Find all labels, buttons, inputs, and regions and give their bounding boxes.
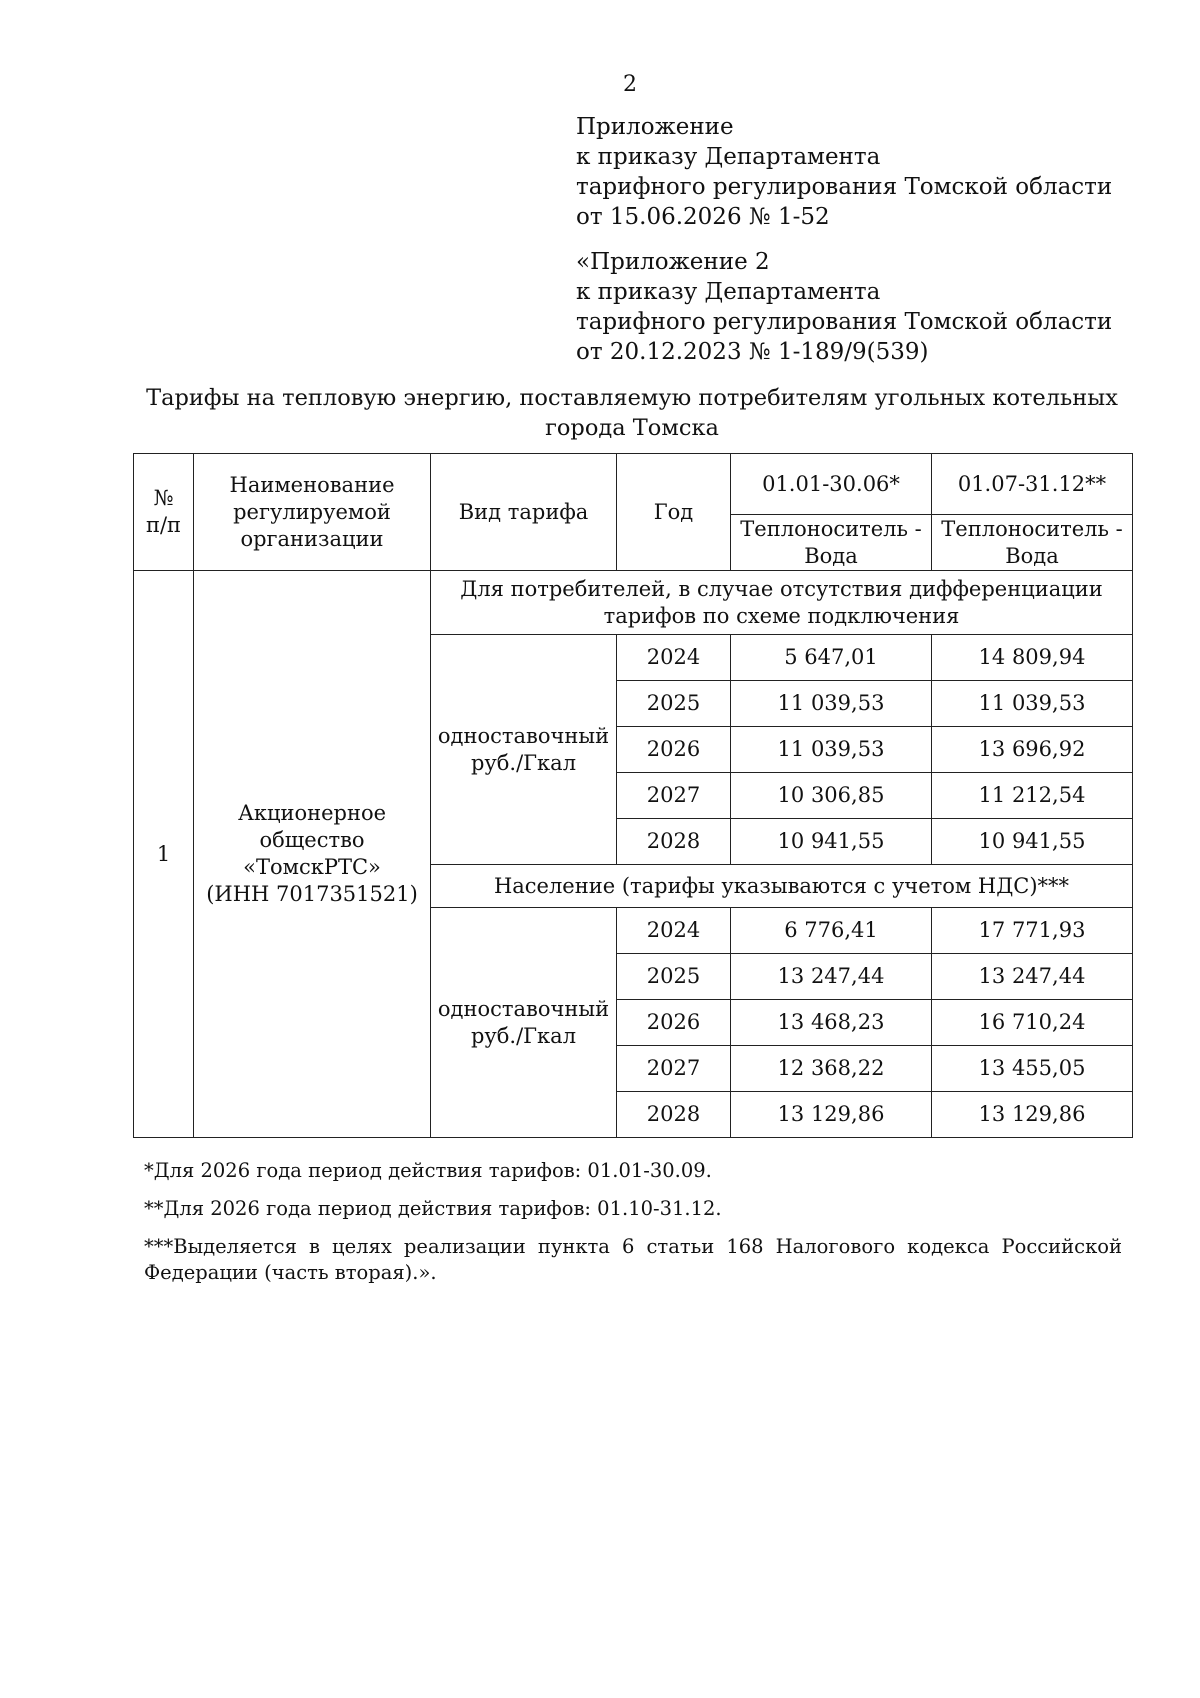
tariff-value-cell: 11 039,53	[731, 681, 932, 727]
appendix-current-line: от 15.06.2026 № 1-52	[576, 204, 830, 230]
year-cell: 2024	[617, 635, 731, 681]
section-title: Население (тарифы указываются с учетом НДС)***	[431, 865, 1133, 908]
header-period-2: 01.07-31.12**	[932, 454, 1133, 515]
appendix-current-line: Приложение	[576, 114, 734, 140]
tariff-value-cell: 13 468,23	[731, 1000, 932, 1046]
year-cell: 2026	[617, 1000, 731, 1046]
tariff-value-cell: 11 212,54	[932, 773, 1133, 819]
tariff-type-line: одноставочный	[437, 996, 610, 1021]
year-cell: 2025	[617, 954, 731, 1000]
tariff-value-cell: 5 647,01	[731, 635, 932, 681]
tariff-value-cell: 14 809,94	[932, 635, 1133, 681]
appendix-current-line: к приказу Департамента	[576, 144, 881, 170]
tariff-value-cell: 12 368,22	[731, 1046, 932, 1092]
header-tariff-type: Вид тарифа	[431, 454, 617, 571]
tariff-value-cell: 13 696,92	[932, 727, 1133, 773]
title-line: города Томска	[545, 415, 719, 441]
tariff-value-cell: 10 306,85	[731, 773, 932, 819]
tariff-type-line: руб./Гкал	[470, 750, 577, 775]
header-text: Теплоноситель -	[740, 516, 922, 541]
tariff-value-cell: 11 039,53	[731, 727, 932, 773]
year-cell: 2028	[617, 1092, 731, 1138]
section-title-row	[134, 571, 1133, 635]
header-text: №	[153, 486, 174, 510]
tariff-value-cell: 17 771,93	[932, 908, 1133, 954]
appendix-original-line: от 20.12.2023 № 1-189/9(539)	[576, 339, 929, 365]
section-title-line: Для потребителей, в случае отсутствия дифференциации	[460, 576, 1103, 601]
appendix-original	[576, 247, 1112, 367]
header-period-1: 01.01-30.06*	[731, 454, 932, 515]
tariff-type-cell	[431, 635, 617, 865]
appendix-current	[576, 112, 1112, 232]
row-number-cell: 1	[134, 571, 194, 1138]
footnotes	[144, 1158, 1122, 1298]
header-text: Наименование	[229, 472, 395, 497]
year-cell: 2025	[617, 681, 731, 727]
header-number	[134, 454, 194, 571]
header-text: Теплоноситель -	[941, 516, 1123, 541]
header-text: п/п	[145, 513, 182, 537]
organization-line: (ИНН 7017351521)	[206, 882, 418, 906]
header-text: Вода	[1005, 543, 1059, 568]
tariff-value-cell: 13 129,86	[731, 1092, 932, 1138]
tariff-value-cell: 6 776,41	[731, 908, 932, 954]
title-line: Тарифы на тепловую энергию, поставляемую потребителям угольных котельных	[146, 385, 1118, 411]
year-cell: 2026	[617, 727, 731, 773]
tariff-value-cell: 13 247,44	[932, 954, 1133, 1000]
section-title-line: тарифов по схеме подключения	[603, 603, 960, 628]
section-title	[431, 571, 1133, 635]
document-title	[132, 383, 1132, 443]
header-text: Вода	[804, 543, 858, 568]
page-number: 2	[623, 72, 637, 97]
tariff-value-cell: 16 710,24	[932, 1000, 1133, 1046]
tariff-type-line: одноставочный	[437, 723, 610, 748]
tariff-table	[133, 453, 1133, 1138]
header-year: Год	[617, 454, 731, 571]
organization-line: Акционерное	[237, 801, 387, 825]
appendix-original-line: к приказу Департамента	[576, 279, 881, 305]
tariff-value-cell: 13 455,05	[932, 1046, 1133, 1092]
tariff-value-cell: 13 129,86	[932, 1092, 1133, 1138]
year-cell: 2027	[617, 1046, 731, 1092]
header-text: регулируемой	[233, 499, 391, 524]
tariff-value-cell: 11 039,53	[932, 681, 1133, 727]
header-text: организации	[240, 526, 384, 551]
footnote: *Для 2026 года период действия тарифов: 01.01-30.09.	[144, 1159, 712, 1182]
tariff-value-cell: 10 941,55	[932, 819, 1133, 865]
header-organization	[194, 454, 431, 571]
header-row	[134, 454, 1133, 515]
appendix-original-line: «Приложение 2	[576, 249, 770, 275]
tariff-value-cell: 10 941,55	[731, 819, 932, 865]
tariff-value-cell: 13 247,44	[731, 954, 932, 1000]
appendix-original-line: тарифного регулирования Томской области	[576, 309, 1113, 335]
year-cell: 2024	[617, 908, 731, 954]
year-cell: 2028	[617, 819, 731, 865]
year-cell: 2027	[617, 773, 731, 819]
tariff-type-cell	[431, 908, 617, 1138]
appendix-current-line: тарифного регулирования Томской области	[576, 174, 1113, 200]
footnote: ***Выделяется в целях реализации пункта 6 статьи 168 Налогового кодекса Российской Федерации (часть вторая).».	[144, 1235, 1122, 1284]
organization-line: общество	[259, 828, 365, 852]
organization-line: «ТомскРТС»	[243, 855, 381, 879]
header-carrier-2	[932, 515, 1133, 571]
organization-cell	[194, 571, 431, 1138]
tariff-type-line: руб./Гкал	[470, 1023, 577, 1048]
header-carrier-1	[731, 515, 932, 571]
footnote: **Для 2026 года период действия тарифов: 01.10-31.12.	[144, 1197, 722, 1220]
